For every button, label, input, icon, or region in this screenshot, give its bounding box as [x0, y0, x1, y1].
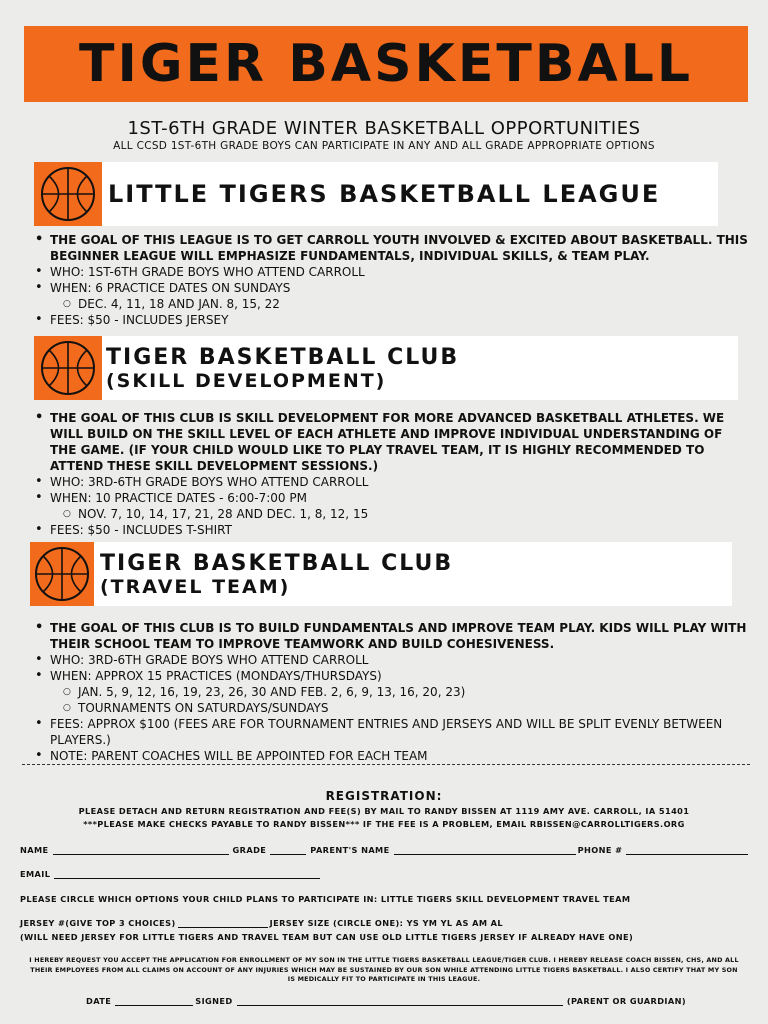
jersey-number-field[interactable] [178, 918, 268, 928]
registration-heading: REGISTRATION: [325, 789, 443, 803]
list-item: • WHEN: 6 PRACTICE DATES ON SUNDAYS [28, 280, 748, 296]
form-row-signature [86, 996, 686, 1006]
date-label: DATE [86, 996, 112, 1006]
list-item: • WHO: 3RD-6TH GRADE BOYS WHO ATTEND CARROLL [28, 652, 748, 668]
section-header-skill-development [102, 336, 738, 400]
options-prompt: PLEASE CIRCLE WHICH OPTIONS YOUR CHILD PLANS TO PARTICIPATE IN: LITTLE TIGERS SKILL DEVELOPMENT TRAVEL TEAM [20, 894, 631, 904]
section-header-travel-team [94, 542, 732, 606]
jersey-note: (WILL NEED JERSEY FOR LITTLE TIGERS AND TRAVEL TEAM BUT CAN USE OLD LITTLE TIGERS JERSEY IF ALREADY HAVE ONE) [20, 932, 634, 942]
registration-payment-note: ***PLEASE MAKE CHECKS PAYABLE TO RANDY BISSEN*** IF THE FEE IS A PROBLEM, EMAIL RBISSEN@CARROLLTIGERS.ORG [83, 819, 685, 829]
form-row-email [20, 869, 320, 879]
email-field[interactable] [54, 869, 320, 879]
section-subtitle: (SKILL DEVELOPMENT) [106, 369, 387, 392]
list-item: • THE GOAL OF THIS CLUB IS TO BUILD FUNDAMENTALS AND IMPROVE TEAM PLAY. KIDS WILL PLAY WITH THEIR SCHOOL TEAM TO IMPROVE TEAMWORK AND BUILD COHESIVENESS. [28, 620, 748, 652]
list-item: • FEES: $50 - INCLUDES T-SHIRT [28, 522, 748, 538]
list-item: ○ DEC. 4, 11, 18 AND JAN. 8, 15, 22 [28, 296, 748, 312]
subtitle-note: ALL CCSD 1ST-6TH GRADE BOYS CAN PARTICIPATE IN ANY AND ALL GRADE APPROPRIATE OPTIONS [113, 140, 655, 152]
basketball-icon [39, 339, 97, 397]
name-field[interactable] [53, 845, 229, 855]
jersey-number-label: JERSEY #(GIVE TOP 3 CHOICES) [20, 918, 176, 928]
registration-instructions: PLEASE DETACH AND RETURN REGISTRATION AND FEE(S) BY MAIL TO RANDY BISSEN AT 1119 AMY AVE. CARROLL, IA 51401 [78, 806, 690, 816]
list-item: • THE GOAL OF THIS LEAGUE IS TO GET CARROLL YOUTH INVOLVED & EXCITED ABOUT BASKETBALL. THIS BEGINNER LEAGUE WILL EMPHASIZE FUNDAMENTALS, INDIVIDUAL SKILLS, & TEAM PLAY. [28, 232, 748, 264]
section-header-little-tigers [102, 162, 718, 226]
section-list-little-tigers [28, 232, 748, 328]
form-row-name [20, 845, 748, 855]
section-subtitle: (TRAVEL TEAM) [100, 575, 291, 598]
basketball-icon [39, 165, 97, 223]
list-item: • NOTE: PARENT COACHES WILL BE APPOINTED FOR EACH TEAM [28, 748, 748, 764]
list-item: • THE GOAL OF THIS CLUB IS SKILL DEVELOPMENT FOR MORE ADVANCED BASKETBALL ATHLETES. WE WILL BUILD ON THE SKILL LEVEL OF EACH ATHLETE AND IMPROVE INDIVIDUAL UNDERSTANDING OF THE GAME. (IF YOUR CHILD WOULD LIKE TO PLAY TRAVEL TEAM, IT IS HIGHLY RECOMMENDED TO ATTEND THESE SKILL DEVELOPMENT SESSIONS.) [28, 410, 748, 474]
parent-name-field[interactable] [394, 845, 576, 855]
phone-field[interactable] [626, 845, 748, 855]
guardian-label: (PARENT OR GUARDIAN) [566, 996, 686, 1006]
waiver-text: I HEREBY REQUEST YOU ACCEPT THE APPLICATION FOR ENROLLMENT OF MY SON IN THE LITTLE TIGERS BASKETBALL LEAGUE/TIGER CLUB. I HEREBY RELEASE COACH BISSEN, CHS, AND ALL THEIR EMPLOYEES FROM ALL CLAIMS ON ACCOUNT OF ANY INJURIES WHICH MAY BE SUSTAINED BY OUR SON WHILE ATTENDING LITTLE TIGERS BASKETBALL. I ALSO CERTIFY THAT MY SON IS MEDICALLY FIT TO PARTICIPATE IN THIS LEAGUE. [29, 956, 739, 983]
list-item: ○ JAN. 5, 9, 12, 16, 19, 23, 26, 30 AND FEB. 2, 6, 9, 13, 16, 20, 23) [28, 684, 748, 700]
list-item: • WHEN: 10 PRACTICE DATES - 6:00-7:00 PM [28, 490, 748, 506]
section-icon-box [30, 542, 94, 606]
section-title: TIGER BASKETBALL CLUB [106, 344, 460, 370]
list-item: • WHEN: APPROX 15 PRACTICES (MONDAYS/THURSDAYS) [28, 668, 748, 684]
phone-label: PHONE # [577, 845, 623, 855]
grade-field[interactable] [270, 845, 306, 855]
detach-line [22, 764, 750, 765]
section-list-skill-development [28, 410, 748, 538]
section-title: TIGER BASKETBALL CLUB [100, 550, 454, 576]
signed-label: SIGNED [195, 996, 233, 1006]
section-title: LITTLE TIGERS BASKETBALL LEAGUE [108, 180, 661, 208]
list-item: ○ NOV. 7, 10, 14, 17, 21, 28 AND DEC. 1, 8, 12, 15 [28, 506, 748, 522]
form-row-jersey [20, 918, 748, 928]
list-item: ○ TOURNAMENTS ON SATURDAYS/SUNDAYS [28, 700, 748, 716]
title-banner [24, 26, 748, 102]
list-item: • FEES: $50 - INCLUDES JERSEY [28, 312, 748, 328]
parent-name-label: PARENT'S NAME [310, 845, 390, 855]
date-field[interactable] [115, 996, 193, 1006]
list-item: • WHO: 3RD-6TH GRADE BOYS WHO ATTEND CARROLL [28, 474, 748, 490]
section-list-travel-team [28, 620, 748, 764]
email-label: EMAIL [20, 869, 51, 879]
section-icon-box [34, 336, 102, 400]
basketball-icon [33, 545, 91, 603]
grade-label: GRADE [232, 845, 267, 855]
signature-field[interactable] [237, 996, 563, 1006]
list-item: • FEES: APPROX $100 (FEES ARE FOR TOURNAMENT ENTRIES AND JERSEYS AND WILL BE SPLIT EVENLY BETWEEN PLAYERS.) [28, 716, 748, 748]
page-title: TIGER BASKETBALL [79, 34, 693, 94]
subtitle: 1ST-6TH GRADE WINTER BASKETBALL OPPORTUNITIES [127, 118, 641, 139]
jersey-size-label: JERSEY SIZE (CIRCLE ONE): YS YM YL AS AM AL [269, 918, 503, 928]
name-label: NAME [20, 845, 49, 855]
section-icon-box [34, 162, 102, 226]
list-item: • WHO: 1ST-6TH GRADE BOYS WHO ATTEND CARROLL [28, 264, 748, 280]
